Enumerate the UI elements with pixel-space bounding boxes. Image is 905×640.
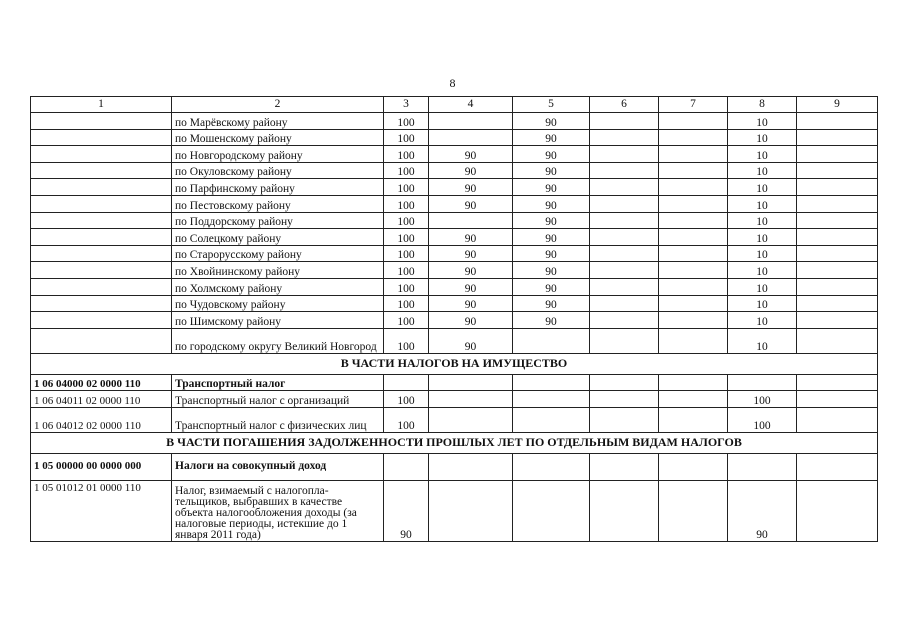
district-row xyxy=(31,328,878,353)
value-cell-c9 xyxy=(797,295,878,312)
value-cell-c9 xyxy=(797,278,878,295)
value-cell-c6 xyxy=(590,480,659,541)
value-cell-c9 xyxy=(797,480,878,541)
kbk-code: 1 05 00000 00 0000 000 xyxy=(31,453,172,480)
district-name: по Парфинскому району xyxy=(172,179,384,196)
section-heading-debt: В ЧАСТИ ПОГАШЕНИЯ ЗАДОЛЖЕННОСТИ ПРОШЛЫХ ЛЕТ ПО ОТДЕЛЬНЫМ ВИДАМ НАЛОГОВ xyxy=(31,432,878,453)
code-cell xyxy=(31,113,172,130)
value-cell-c8 xyxy=(728,453,797,480)
column-header-2: 2 xyxy=(172,97,384,113)
value-cell-c6 xyxy=(590,391,659,408)
value-cell-c9 xyxy=(797,146,878,163)
value-cell-c9 xyxy=(797,453,878,480)
value-cell-c5: 90 xyxy=(513,229,590,246)
value-cell-c6 xyxy=(590,162,659,179)
value-cell-c5 xyxy=(513,407,590,432)
value-cell-c3 xyxy=(384,453,429,480)
value-cell-c3: 100 xyxy=(384,328,429,353)
value-cell-c8: 10 xyxy=(728,129,797,146)
value-cell-c8: 10 xyxy=(728,195,797,212)
value-cell-c9 xyxy=(797,245,878,262)
value-cell-c4 xyxy=(429,129,513,146)
value-cell-c7 xyxy=(659,162,728,179)
value-cell-c8: 10 xyxy=(728,212,797,229)
value-cell-c6 xyxy=(590,453,659,480)
value-cell-c6 xyxy=(590,295,659,312)
value-cell-c9 xyxy=(797,212,878,229)
value-cell-c7 xyxy=(659,179,728,196)
code-cell xyxy=(31,278,172,295)
value-cell-c9 xyxy=(797,195,878,212)
page-number: 8 xyxy=(449,76,456,90)
value-cell-c3: 100 xyxy=(384,312,429,329)
value-cell-c6 xyxy=(590,312,659,329)
value-cell-c4 xyxy=(429,407,513,432)
value-cell-c4: 90 xyxy=(429,278,513,295)
tax-name: Транспортный налог с организаций xyxy=(172,391,384,408)
district-name: по Солецкому району xyxy=(172,229,384,246)
tax-row xyxy=(31,407,878,432)
value-cell-c5: 90 xyxy=(513,295,590,312)
section-heading-row xyxy=(31,432,878,453)
value-cell-c6 xyxy=(590,374,659,391)
value-cell-c7 xyxy=(659,480,728,541)
value-cell-c5: 90 xyxy=(513,212,590,229)
value-cell-c3: 100 xyxy=(384,262,429,279)
value-cell-c9 xyxy=(797,374,878,391)
value-cell-c4 xyxy=(429,453,513,480)
district-row xyxy=(31,113,878,130)
district-name: по Мошенскому району xyxy=(172,129,384,146)
tax-row-main xyxy=(31,374,878,391)
value-cell-c4: 90 xyxy=(429,262,513,279)
value-cell-c5: 90 xyxy=(513,195,590,212)
district-name: по Поддорскому району xyxy=(172,212,384,229)
kbk-code: 1 06 04012 02 0000 110 xyxy=(31,407,172,432)
value-cell-c9 xyxy=(797,229,878,246)
value-cell-c3: 100 xyxy=(384,278,429,295)
value-cell-c3: 100 xyxy=(384,391,429,408)
value-cell-c6 xyxy=(590,245,659,262)
code-cell xyxy=(31,245,172,262)
value-cell-c6 xyxy=(590,407,659,432)
value-cell-c3: 100 xyxy=(384,229,429,246)
value-cell-c6 xyxy=(590,179,659,196)
column-header-7: 7 xyxy=(659,97,728,113)
value-cell-c3: 100 xyxy=(384,407,429,432)
value-cell-c4: 90 xyxy=(429,229,513,246)
value-cell-c8: 10 xyxy=(728,229,797,246)
code-cell xyxy=(31,195,172,212)
value-cell-c4 xyxy=(429,480,513,541)
code-cell xyxy=(31,312,172,329)
value-cell-c4: 90 xyxy=(429,328,513,353)
value-cell-c9 xyxy=(797,129,878,146)
value-cell-c8: 10 xyxy=(728,312,797,329)
value-cell-c8: 10 xyxy=(728,179,797,196)
value-cell-c8: 10 xyxy=(728,262,797,279)
district-name: по Марёвскому району xyxy=(172,113,384,130)
distribution-table xyxy=(30,96,878,542)
column-header-5: 5 xyxy=(513,97,590,113)
code-cell xyxy=(31,129,172,146)
value-cell-c7 xyxy=(659,453,728,480)
value-cell-c9 xyxy=(797,262,878,279)
district-row xyxy=(31,295,878,312)
section-heading-property: В ЧАСТИ НАЛОГОВ НА ИМУЩЕСТВО xyxy=(31,353,878,374)
value-cell-c4 xyxy=(429,212,513,229)
code-cell xyxy=(31,328,172,353)
value-cell-c4: 90 xyxy=(429,295,513,312)
tax-row-main xyxy=(31,453,878,480)
value-cell-c6 xyxy=(590,195,659,212)
value-cell-c8: 90 xyxy=(728,480,797,541)
value-cell-c9 xyxy=(797,328,878,353)
district-row xyxy=(31,195,878,212)
code-cell xyxy=(31,212,172,229)
district-row xyxy=(31,229,878,246)
value-cell-c7 xyxy=(659,407,728,432)
district-row xyxy=(31,212,878,229)
value-cell-c5: 90 xyxy=(513,245,590,262)
value-cell-c3: 100 xyxy=(384,146,429,163)
tax-name: Транспортный налог xyxy=(172,374,384,391)
section-heading-row xyxy=(31,353,878,374)
value-cell-c5 xyxy=(513,374,590,391)
value-cell-c6 xyxy=(590,212,659,229)
kbk-code: 1 05 01012 01 0000 110 xyxy=(31,480,172,541)
district-name: по Окуловскому району xyxy=(172,162,384,179)
tax-name: Транспортный налог с физических лиц xyxy=(172,407,384,432)
value-cell-c7 xyxy=(659,146,728,163)
district-row xyxy=(31,245,878,262)
value-cell-c5: 90 xyxy=(513,129,590,146)
kbk-code: 1 06 04000 02 0000 110 xyxy=(31,374,172,391)
value-cell-c8: 10 xyxy=(728,245,797,262)
value-cell-c3: 100 xyxy=(384,129,429,146)
value-cell-c5: 90 xyxy=(513,312,590,329)
value-cell-c4 xyxy=(429,113,513,130)
value-cell-c6 xyxy=(590,229,659,246)
value-cell-c4: 90 xyxy=(429,162,513,179)
value-cell-c3: 90 xyxy=(384,480,429,541)
district-row xyxy=(31,278,878,295)
district-row xyxy=(31,179,878,196)
kbk-code: 1 06 04011 02 0000 110 xyxy=(31,391,172,408)
value-cell-c5 xyxy=(513,391,590,408)
tax-row xyxy=(31,391,878,408)
value-cell-c9 xyxy=(797,179,878,196)
value-cell-c6 xyxy=(590,146,659,163)
code-cell xyxy=(31,295,172,312)
code-cell xyxy=(31,146,172,163)
value-cell-c7 xyxy=(659,312,728,329)
district-name: по Старорусскому району xyxy=(172,245,384,262)
code-cell xyxy=(31,262,172,279)
code-cell xyxy=(31,162,172,179)
value-cell-c3: 100 xyxy=(384,162,429,179)
value-cell-c8: 10 xyxy=(728,278,797,295)
value-cell-c5 xyxy=(513,453,590,480)
value-cell-c5: 90 xyxy=(513,146,590,163)
district-name: по Пестовскому району xyxy=(172,195,384,212)
value-cell-c6 xyxy=(590,262,659,279)
value-cell-c7 xyxy=(659,328,728,353)
value-cell-c6 xyxy=(590,328,659,353)
value-cell-c5: 90 xyxy=(513,113,590,130)
value-cell-c8: 10 xyxy=(728,328,797,353)
value-cell-c8: 100 xyxy=(728,407,797,432)
value-cell-c4: 90 xyxy=(429,195,513,212)
district-row xyxy=(31,129,878,146)
value-cell-c7 xyxy=(659,278,728,295)
district-name: по городскому округу Великий Новгород xyxy=(172,328,384,353)
column-header-1: 1 xyxy=(31,97,172,113)
district-name: по Чудовскому району xyxy=(172,295,384,312)
district-row xyxy=(31,262,878,279)
value-cell-c6 xyxy=(590,129,659,146)
value-cell-c5 xyxy=(513,328,590,353)
value-cell-c3: 100 xyxy=(384,195,429,212)
code-cell xyxy=(31,179,172,196)
value-cell-c7 xyxy=(659,374,728,391)
district-row xyxy=(31,162,878,179)
value-cell-c4 xyxy=(429,374,513,391)
value-cell-c4: 90 xyxy=(429,312,513,329)
value-cell-c5: 90 xyxy=(513,162,590,179)
value-cell-c7 xyxy=(659,295,728,312)
value-cell-c3 xyxy=(384,374,429,391)
value-cell-c7 xyxy=(659,391,728,408)
value-cell-c9 xyxy=(797,391,878,408)
value-cell-c7 xyxy=(659,229,728,246)
column-header-9: 9 xyxy=(797,97,878,113)
value-cell-c3: 100 xyxy=(384,295,429,312)
value-cell-c4: 90 xyxy=(429,179,513,196)
value-cell-c5: 90 xyxy=(513,179,590,196)
value-cell-c7 xyxy=(659,262,728,279)
district-name: по Новгородскому району xyxy=(172,146,384,163)
value-cell-c9 xyxy=(797,407,878,432)
column-header-8: 8 xyxy=(728,97,797,113)
value-cell-c3: 100 xyxy=(384,113,429,130)
tax-row xyxy=(31,480,878,541)
value-cell-c3: 100 xyxy=(384,212,429,229)
value-cell-c7 xyxy=(659,129,728,146)
value-cell-c7 xyxy=(659,245,728,262)
value-cell-c8: 10 xyxy=(728,295,797,312)
value-cell-c7 xyxy=(659,113,728,130)
value-cell-c5: 90 xyxy=(513,278,590,295)
value-cell-c5: 90 xyxy=(513,262,590,279)
value-cell-c8 xyxy=(728,374,797,391)
column-header-3: 3 xyxy=(384,97,429,113)
value-cell-c5 xyxy=(513,480,590,541)
column-header-4: 4 xyxy=(429,97,513,113)
value-cell-c8: 10 xyxy=(728,146,797,163)
district-name: по Холмскому району xyxy=(172,278,384,295)
value-cell-c3: 100 xyxy=(384,245,429,262)
district-name: по Шимскому району xyxy=(172,312,384,329)
value-cell-c8: 10 xyxy=(728,162,797,179)
tax-name: Налоги на совокупный доход xyxy=(172,453,384,480)
value-cell-c8: 100 xyxy=(728,391,797,408)
tax-name: Налог, взимаемый с налогопла-тельщиков, выбравших в качестве объекта налогообложения доходы (за налоговые периоды, истекшие до 1 января 2011 года) xyxy=(172,480,384,541)
value-cell-c6 xyxy=(590,278,659,295)
value-cell-c6 xyxy=(590,113,659,130)
column-number-row xyxy=(31,97,878,113)
column-header-6: 6 xyxy=(590,97,659,113)
value-cell-c9 xyxy=(797,113,878,130)
value-cell-c7 xyxy=(659,195,728,212)
district-row xyxy=(31,146,878,163)
value-cell-c4 xyxy=(429,391,513,408)
table-body xyxy=(31,97,878,542)
code-cell xyxy=(31,229,172,246)
value-cell-c4: 90 xyxy=(429,146,513,163)
value-cell-c9 xyxy=(797,312,878,329)
district-name: по Хвойнинскому району xyxy=(172,262,384,279)
value-cell-c3: 100 xyxy=(384,179,429,196)
district-row xyxy=(31,312,878,329)
value-cell-c7 xyxy=(659,212,728,229)
value-cell-c4: 90 xyxy=(429,245,513,262)
value-cell-c8: 10 xyxy=(728,113,797,130)
value-cell-c9 xyxy=(797,162,878,179)
